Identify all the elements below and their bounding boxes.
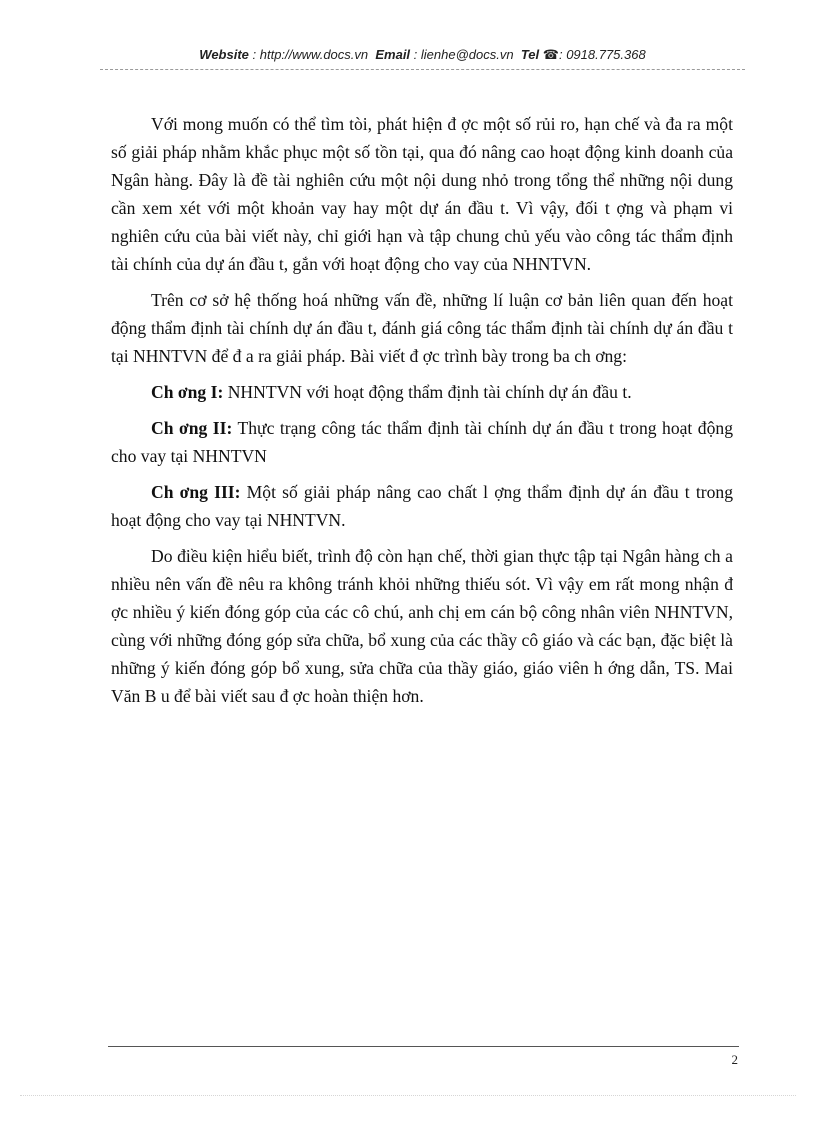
paragraph-structure: Trên cơ sở hệ thống hoá những vấn đề, những lí luận cơ bản liên quan đến hoạt động thẩm định tài chính dự án đầu t, đánh giá công tác thẩm định tài chính dự án đầu t tại NHNTVN để đ a ra giải pháp. Bài viết đ ợc trình bày trong ba ch ơng: bbox=[111, 290, 733, 366]
chapter-3-text: Một số giải pháp nâng cao chất l ợng thẩm định dự án đầu t trong hoạt động cho vay tại NHNTVN. bbox=[111, 482, 733, 530]
page-header bbox=[100, 47, 745, 70]
chapter-1 bbox=[111, 378, 733, 406]
chapter-2 bbox=[111, 414, 733, 470]
website-label: Website bbox=[199, 47, 249, 62]
footer-divider bbox=[108, 1046, 739, 1047]
email-value: : lienhe@docs.vn bbox=[413, 47, 514, 62]
chapter-3-label: Ch ơng III: bbox=[151, 482, 241, 502]
chapter-2-label: Ch ơng II: bbox=[151, 418, 233, 438]
paragraph-intro: Với mong muốn có thể tìm tòi, phát hiện đ ợc một số rủi ro, hạn chế và đa ra một số giải pháp nhằm khắc phục một số tồn tại, qua đó nâng cao hoạt động kinh doanh của Ngân hàng. Đây là đề tài nghiên cứu một nội dung nhỏ trong tổng thể những nội dung cần xem xét với một khoản vay hay một dự án đầu t. Vì vậy, đối t ợng và phạm vi nghiên cứu của bài viết này, chỉ giới hạn và tập chung chủ yếu vào công tác thẩm định tài chính của dự án đầu t, gắn với hoạt động cho vay của NHNTVN. bbox=[111, 114, 733, 274]
page-edge-divider bbox=[20, 1095, 796, 1096]
website-value: : http://www.docs.vn bbox=[252, 47, 369, 62]
phone-icon: ☎ bbox=[542, 47, 559, 62]
tel-label: Tel bbox=[520, 47, 540, 62]
chapter-1-label: Ch ơng I: bbox=[151, 382, 224, 402]
chapter-2-text: Thực trạng công tác thẩm định tài chính dự án đầu t trong hoạt động cho vay tại NHNTVN bbox=[111, 418, 733, 466]
chapter-3 bbox=[111, 478, 733, 534]
email-label: Email bbox=[375, 47, 411, 62]
paragraph-acknowledgement: Do điều kiện hiểu biết, trình độ còn hạn chế, thời gian thực tập tại Ngân hàng ch a nhiều nên vấn đề nêu ra không tránh khỏi những thiếu sót. Vì vậy em rất mong nhận đ ợc nhiều ý kiến đóng góp của các cô chú, anh chị em cán bộ công nhân viên NHNTVN, cùng với những đóng góp sửa chữa, bổ xung của các thầy cô giáo và các bạn, đặc biệt là những ý kiến đóng góp bổ xung, sửa chữa của thầy giáo, giáo viên h ớng dẫn, TS. Mai Văn B u để bài viết sau đ ợc hoàn thiện hơn. bbox=[111, 546, 733, 706]
page-number: 2 bbox=[731, 1052, 738, 1067]
tel-value: : 0918.775.368 bbox=[558, 47, 646, 62]
chapter-1-text: NHNTVN với hoạt động thẩm định tài chính dự án đầu t. bbox=[223, 382, 632, 402]
document-body bbox=[111, 110, 733, 718]
